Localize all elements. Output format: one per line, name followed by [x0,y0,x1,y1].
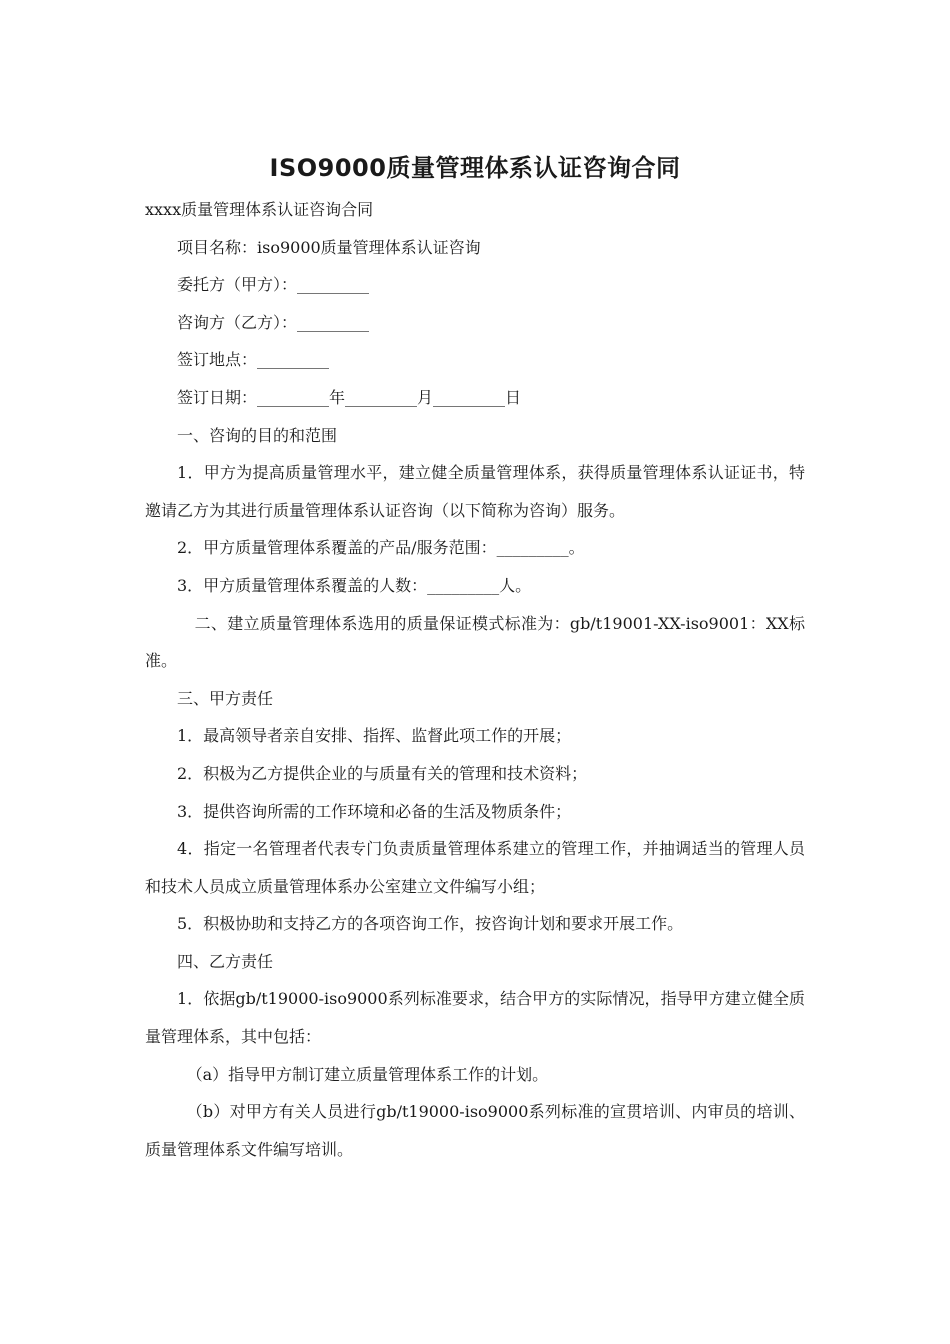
clause-4-1-b: （b）对甲方有关人员进行gb/t19000-iso9000系列标准的宣贯培训、内审员的培训、质量管理体系文件编写培训。 [145,1102,805,1159]
clause-3-5: 5．积极协助和支持乙方的各项咨询工作，按咨询计划和要求开展工作。 [177,914,684,934]
clause-3-3: 3．提供咨询所需的工作环境和必备的生活及物质条件； [177,801,572,821]
project-name-line: 项目名称：iso9000质量管理体系认证咨询 [177,237,481,257]
contract-subtitle: xxxx质量管理体系认证咨询合同 [145,200,374,219]
section-heading-1: 一、咨询的目的和范围 [177,425,338,445]
section-heading-2: 二、建立质量管理体系选用的质量保证模式标准为：gb/t19001-XX-iso9001：XX标准。 [145,613,805,671]
document-page [145,148,805,1168]
signing-date-line: 签订日期：_________年_________月_________日 [177,387,522,407]
section-heading-3: 三、甲方责任 [177,688,274,708]
clause-3-2: 2．积极为乙方提供企业的与质量有关的管理和技术资料； [177,763,588,783]
signing-place-line: 签订地点：_________ [177,350,330,370]
clause-4-1: 1．依据gb/t19000-iso9000系列标准要求，结合甲方的实际情况，指导甲方建立健全质量管理体系，其中包括： [145,989,805,1047]
clause-4-1-a: （a）指导甲方制订建立质量管理体系工作的计划。 [186,1064,549,1084]
clause-1-2: 2．甲方质量管理体系覆盖的产品/服务范围：_________。 [177,538,585,558]
document-title: ISO9000质量管理体系认证咨询合同 [269,154,681,182]
section-heading-4: 四、乙方责任 [177,951,274,971]
clause-1-3: 3．甲方质量管理体系覆盖的人数：_________人。 [177,575,532,595]
clause-3-1: 1．最高领导者亲自安排、指挥、监督此项工作的开展； [177,726,572,746]
client-party-line: 委托方（甲方）：_________ [177,275,370,295]
clause-3-4: 4．指定一名管理者代表专门负责质量管理体系建立的管理工作，并抽调适当的管理人员和技术人员成立质量管理体系办公室建立文件编写小组； [145,839,805,896]
clause-1-1: 1．甲方为提高质量管理水平，建立健全质量管理体系，获得质量管理体系认证证书，特邀请乙方为其进行质量管理体系认证咨询（以下简称为咨询）服务。 [145,463,805,520]
consultant-party-line: 咨询方（乙方）：_________ [177,312,370,332]
